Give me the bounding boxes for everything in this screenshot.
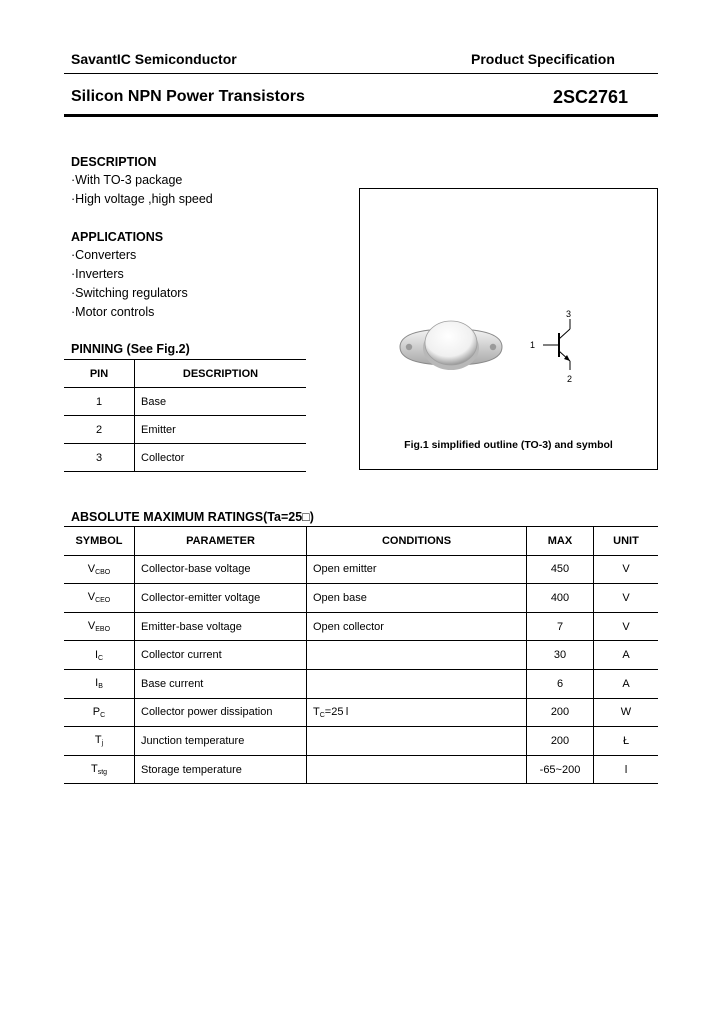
max-cell: -65~200 xyxy=(527,755,594,784)
symbol-cell: $V_{EBO}$ xyxy=(64,612,135,641)
parameter-cell: Base current xyxy=(135,669,307,698)
symbol-cell: $V_{CBO}$ xyxy=(64,555,135,584)
symbol-cell: $I_C$ xyxy=(64,641,135,670)
application-item: ·Inverters xyxy=(71,267,124,281)
unit-cell: A xyxy=(594,641,659,670)
table-row xyxy=(64,641,658,670)
pin-description: Base xyxy=(135,388,307,416)
figure-caption: Fig.1 simplified outline (TO-3) and symbol xyxy=(404,439,613,451)
company-name: SavantIC Semiconductor xyxy=(71,51,237,67)
application-item: ·Converters xyxy=(71,248,137,262)
unit-cell: V xyxy=(594,584,659,613)
table-row xyxy=(64,444,306,472)
description-item: ·High voltage ,high speed xyxy=(71,192,213,206)
parameter-cell: Collector current xyxy=(135,641,307,670)
table-header-row xyxy=(64,360,306,388)
pin-description: Collector xyxy=(135,444,307,472)
description-heading: DESCRIPTION xyxy=(71,155,157,169)
ratings-table xyxy=(64,526,658,784)
conditions-cell: Open base xyxy=(307,584,527,613)
column-header: UNIT xyxy=(594,527,659,556)
conditions-cell xyxy=(307,727,527,756)
pin-description: Emitter xyxy=(135,416,307,444)
table-header-row xyxy=(64,527,658,556)
collector-pin-label: 3 xyxy=(566,309,572,319)
unit-cell: V xyxy=(594,555,659,584)
parameter-cell: Collector-base voltage xyxy=(135,555,307,584)
application-item: ·Motor controls xyxy=(71,305,155,319)
column-header: MAX xyxy=(527,527,594,556)
pinning-table xyxy=(64,359,306,472)
max-cell: 400 xyxy=(527,584,594,613)
applications-heading: APPLICATIONS xyxy=(71,230,164,244)
description-item: ·With TO-3 package xyxy=(71,173,183,187)
pin-number: 2 xyxy=(64,416,135,444)
to3-package-image xyxy=(396,309,506,379)
column-header: SYMBOL xyxy=(64,527,135,556)
table-row xyxy=(64,555,658,584)
max-cell: 200 xyxy=(527,698,594,727)
table-row xyxy=(64,727,658,756)
column-header: PARAMETER xyxy=(135,527,307,556)
max-cell: 200 xyxy=(527,727,594,756)
max-cell: 30 xyxy=(527,641,594,670)
table-row xyxy=(64,388,306,416)
column-header: CONDITIONS xyxy=(307,527,527,556)
table-row xyxy=(64,584,658,613)
column-header: PIN xyxy=(64,360,135,388)
parameter-cell: Collector-emitter voltage xyxy=(135,584,307,613)
unit-cell: W xyxy=(594,698,659,727)
description-list xyxy=(71,171,213,209)
max-cell: 7 xyxy=(527,612,594,641)
parameter-cell: Junction temperature xyxy=(135,727,307,756)
symbol-cell: $P_C$ xyxy=(64,698,135,727)
table-row xyxy=(64,612,658,641)
figure-box xyxy=(359,188,658,470)
unit-cell: A xyxy=(594,669,659,698)
pinning-heading: PINNING (See Fig.2) xyxy=(71,342,190,356)
parameter-cell: Emitter-base voltage xyxy=(135,612,307,641)
product-line: Silicon NPN Power Transistors xyxy=(71,88,305,105)
applications-list xyxy=(71,246,188,322)
base-pin-label: 1 xyxy=(530,340,536,350)
conditions-cell: Open emitter xyxy=(307,555,527,584)
conditions-cell: Open collector xyxy=(307,612,527,641)
symbol-cell: $V_{CEO}$ xyxy=(64,584,135,613)
conditions-cell xyxy=(307,755,527,784)
max-cell: 6 xyxy=(527,669,594,698)
parameter-cell: Storage temperature xyxy=(135,755,307,784)
table-row xyxy=(64,698,658,727)
parameter-cell: Collector power dissipation xyxy=(135,698,307,727)
table-row xyxy=(64,416,306,444)
table-row xyxy=(64,755,658,784)
max-cell: 450 xyxy=(527,555,594,584)
unit-cell: ǀ xyxy=(594,755,659,784)
part-number: 2SC2761 xyxy=(553,87,629,107)
conditions-cell xyxy=(307,669,527,698)
pin-number: 3 xyxy=(64,444,135,472)
conditions-cell xyxy=(307,641,527,670)
column-header: DESCRIPTION xyxy=(135,360,307,388)
document-type: Product Specification xyxy=(471,51,615,67)
application-item: ·Switching regulators xyxy=(71,286,188,300)
symbol-cell: $I_B$ xyxy=(64,669,135,698)
npn-transistor-symbol xyxy=(525,307,595,387)
symbol-cell: $T_j$ xyxy=(64,727,135,756)
symbol-cell: $T_{stg}$ xyxy=(64,755,135,784)
header-divider xyxy=(64,73,658,74)
unit-cell: V xyxy=(594,612,659,641)
pin-number: 1 xyxy=(64,388,135,416)
conditions-cell: $T_C=25$ ǀ xyxy=(307,698,527,727)
emitter-pin-label: 2 xyxy=(567,374,573,384)
title-divider xyxy=(64,114,658,117)
unit-cell: Ł xyxy=(594,727,659,756)
table-row xyxy=(64,669,658,698)
ratings-heading: ABSOLUTE MAXIMUM RATINGS(Ta=25□) xyxy=(71,510,314,524)
